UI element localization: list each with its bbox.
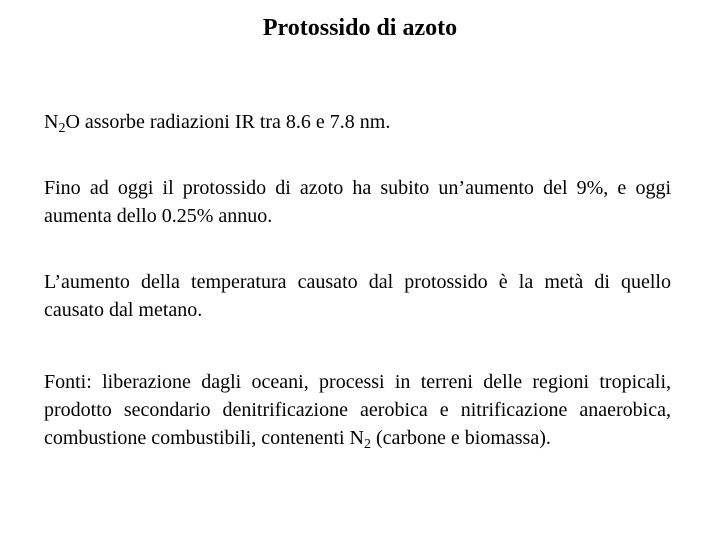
- subscript-2: 2: [363, 437, 371, 452]
- paragraph-increase: Fino ad oggi il protossido di azoto ha subito un’aumento del 9%, e oggi aumenta dello 0.25% annuo.: [44, 177, 671, 227]
- paragraph-sources-end: (carbone e biomassa).: [370, 427, 551, 449]
- paragraph-sources-text: Fonti: liberazione dagli oceani, processi in terreni delle regioni tropicali, prodotto secondario denitrificazione aerobica e nitrificazione anaerobica, combustione combustibili, contenenti N: [44, 371, 671, 449]
- paragraph-absorption: [44, 108, 671, 136]
- subscript-2: 2: [58, 121, 66, 136]
- paragraph-sources: [44, 368, 671, 452]
- formula-n: N: [44, 111, 59, 133]
- paragraph-temperature: L’aumento della temperatura causato dal protossido è la metà di quello causato dal metano.: [44, 271, 671, 321]
- paragraph-absorption-text: O assorbe radiazioni IR tra 8.6 e 7.8 nm.: [65, 111, 391, 133]
- slide-title: Protossido di azoto: [262, 15, 458, 41]
